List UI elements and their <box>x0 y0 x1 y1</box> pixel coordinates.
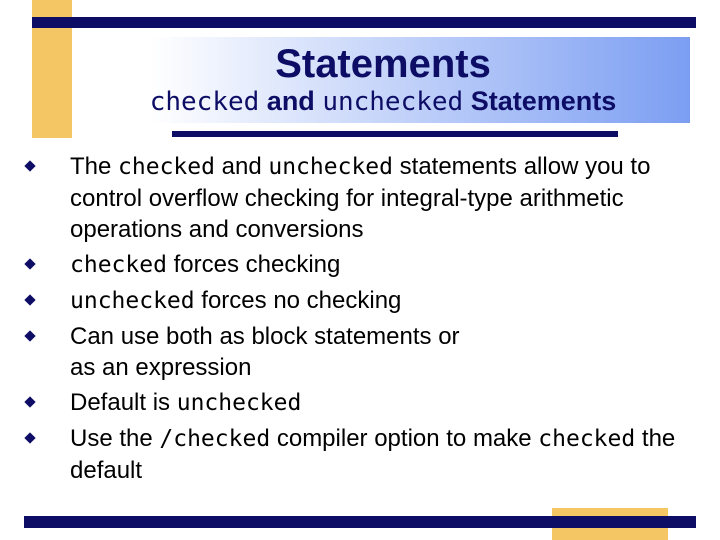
bullet-text: Use the <box>70 425 160 452</box>
bullet-text: the default <box>70 425 676 484</box>
bullet-item <box>22 249 682 281</box>
bullet-item <box>22 151 682 245</box>
bullet-text: forces no checking <box>194 287 402 314</box>
code-keyword: checked <box>538 426 636 452</box>
code-keyword: checked <box>118 154 215 180</box>
bullet-diamond-icon <box>24 432 35 443</box>
bullet-diamond-icon <box>24 294 35 305</box>
code-keyword: unchecked <box>176 390 302 416</box>
bullet-text: The <box>70 153 119 180</box>
bullet-list <box>22 151 682 490</box>
bullet-text: Can use both as block statements or as an expression <box>70 323 460 381</box>
code-keyword: unchecked <box>70 288 195 314</box>
bullet-text: forces checking <box>166 251 341 278</box>
subtitle-tail: Statements <box>463 86 617 116</box>
bullet-diamond-icon <box>24 258 35 269</box>
navy-bar-bottom <box>24 516 696 528</box>
slide-subtitle <box>76 83 690 120</box>
bullet-text: and <box>214 153 269 180</box>
code-keyword: checked <box>70 252 167 278</box>
bullet-text: statements allow you to control overflow checking for integral-type arithmetic operations and conversions <box>70 153 651 243</box>
bullet-diamond-icon <box>24 396 35 407</box>
bullet-item <box>22 285 682 317</box>
bullet-text: Default is <box>70 389 177 416</box>
bullet-text: compiler option to make <box>270 425 539 452</box>
subtitle-keyword-checked: checked <box>149 87 260 117</box>
bullet-item <box>22 387 682 419</box>
code-keyword: unchecked <box>268 154 393 180</box>
bullet-item <box>22 321 682 383</box>
title-underline <box>172 131 618 137</box>
code-keyword: /checked <box>159 426 271 452</box>
subtitle-keyword-unchecked: unchecked <box>322 87 464 117</box>
bullet-item <box>22 423 682 486</box>
subtitle-and: and <box>259 86 323 116</box>
bullet-diamond-icon <box>24 330 35 341</box>
slide-title: Statements <box>275 42 491 86</box>
bullet-diamond-icon <box>24 160 35 171</box>
navy-bar-top <box>32 17 696 28</box>
